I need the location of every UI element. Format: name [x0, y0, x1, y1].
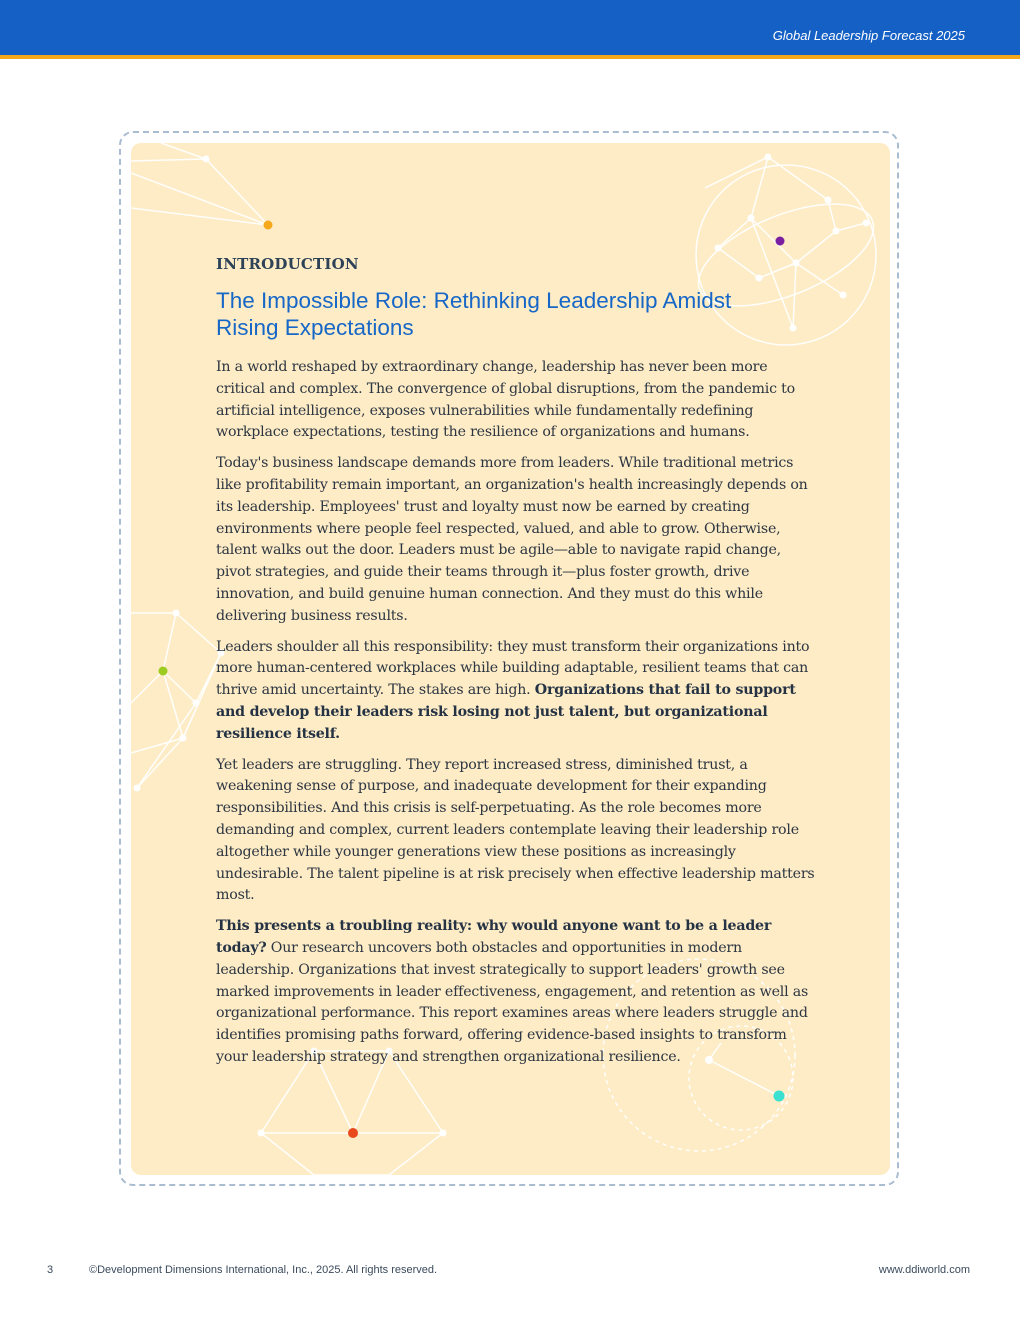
paragraph-5-bold-lead: This presents a troubling reality: why would anyone want to be a leader today?	[216, 918, 772, 956]
paragraph-1: In a world reshaped by extraordinary change, leadership has never been more critical and complex. The convergence of global disruptions, from the pandemic to artificial intelligence, exposes vulnerabilities while fundamentally redefining workplace expectations, testing the resilience of organizations and humans.	[216, 359, 796, 441]
paragraph-4: Yet leaders are struggling. They report increased stress, diminished trust, a weakening sense of purpose, and inadequate development for their expanding responsibilities. And this crisis is self-perpetuating. As the role becomes more demanding and complex, current leaders contemplate leaving their leadership role altogether while younger generations view these positions as increasingly undesirable. The talent pipeline is at risk precisely when effective leadership matters most.	[216, 756, 815, 904]
section-eyebrow: INTRODUCTION	[216, 255, 359, 273]
page-number: 3	[47, 1264, 54, 1276]
section-title-line-1: The Impossible Role: Rethinking Leadership Amidst	[216, 288, 732, 313]
paragraph-3-text: Leaders shoulder all this responsibility: they must transform their organizations into more human-centered workplaces while building adaptable, resilient teams that can thrive amid uncertainty. The stakes are high.	[216, 638, 810, 699]
introduction-content	[216, 255, 816, 1078]
document-title: Global Leadership Forecast 2025	[772, 28, 965, 43]
copyright-notice: ©Development Dimensions International, Inc., 2025. All rights reserved.	[89, 1264, 438, 1276]
website-link[interactable]: www.ddiworld.com	[878, 1264, 970, 1276]
paragraph-5	[216, 916, 816, 1069]
paragraph-3-bold: Organizations that fail to support and develop their leaders risk losing not just talent, but organizational resilience itself.	[216, 682, 796, 742]
paragraph-2: Today's business landscape demands more from leaders. While traditional metrics like profitability remain important, an organization's health increasingly depends on its leadership. Employees' trust and loyalty must now be earned by creating environments where people feel respected, valued, and able to grow. Otherwise, talent walks out the door. Leaders must be agile—able to navigate rapid change, pivot strategies, and guide their teams through it—plus foster growth, drive innovation, and build genuine human connection. And they must do this while delivering business results.	[216, 455, 808, 624]
paragraph-5-text: Our research uncovers both obstacles and opportunities in modern leadership. Organizations that invest strategically to support leaders' growth see marked improvements in leader effectiveness, engagement, and retention as well as organizational performance. This report examines areas where leaders struggle and identifies promising paths forward, offering evidence-based insights to transform your leadership strategy and strengthen organizational resilience.	[216, 939, 809, 1065]
section-title-line-2: Rising Expectations	[216, 315, 414, 340]
introduction-card	[131, 143, 890, 1175]
section-title	[216, 287, 816, 341]
header-accent-stripe	[0, 55, 1020, 59]
paragraph-3	[216, 637, 816, 746]
